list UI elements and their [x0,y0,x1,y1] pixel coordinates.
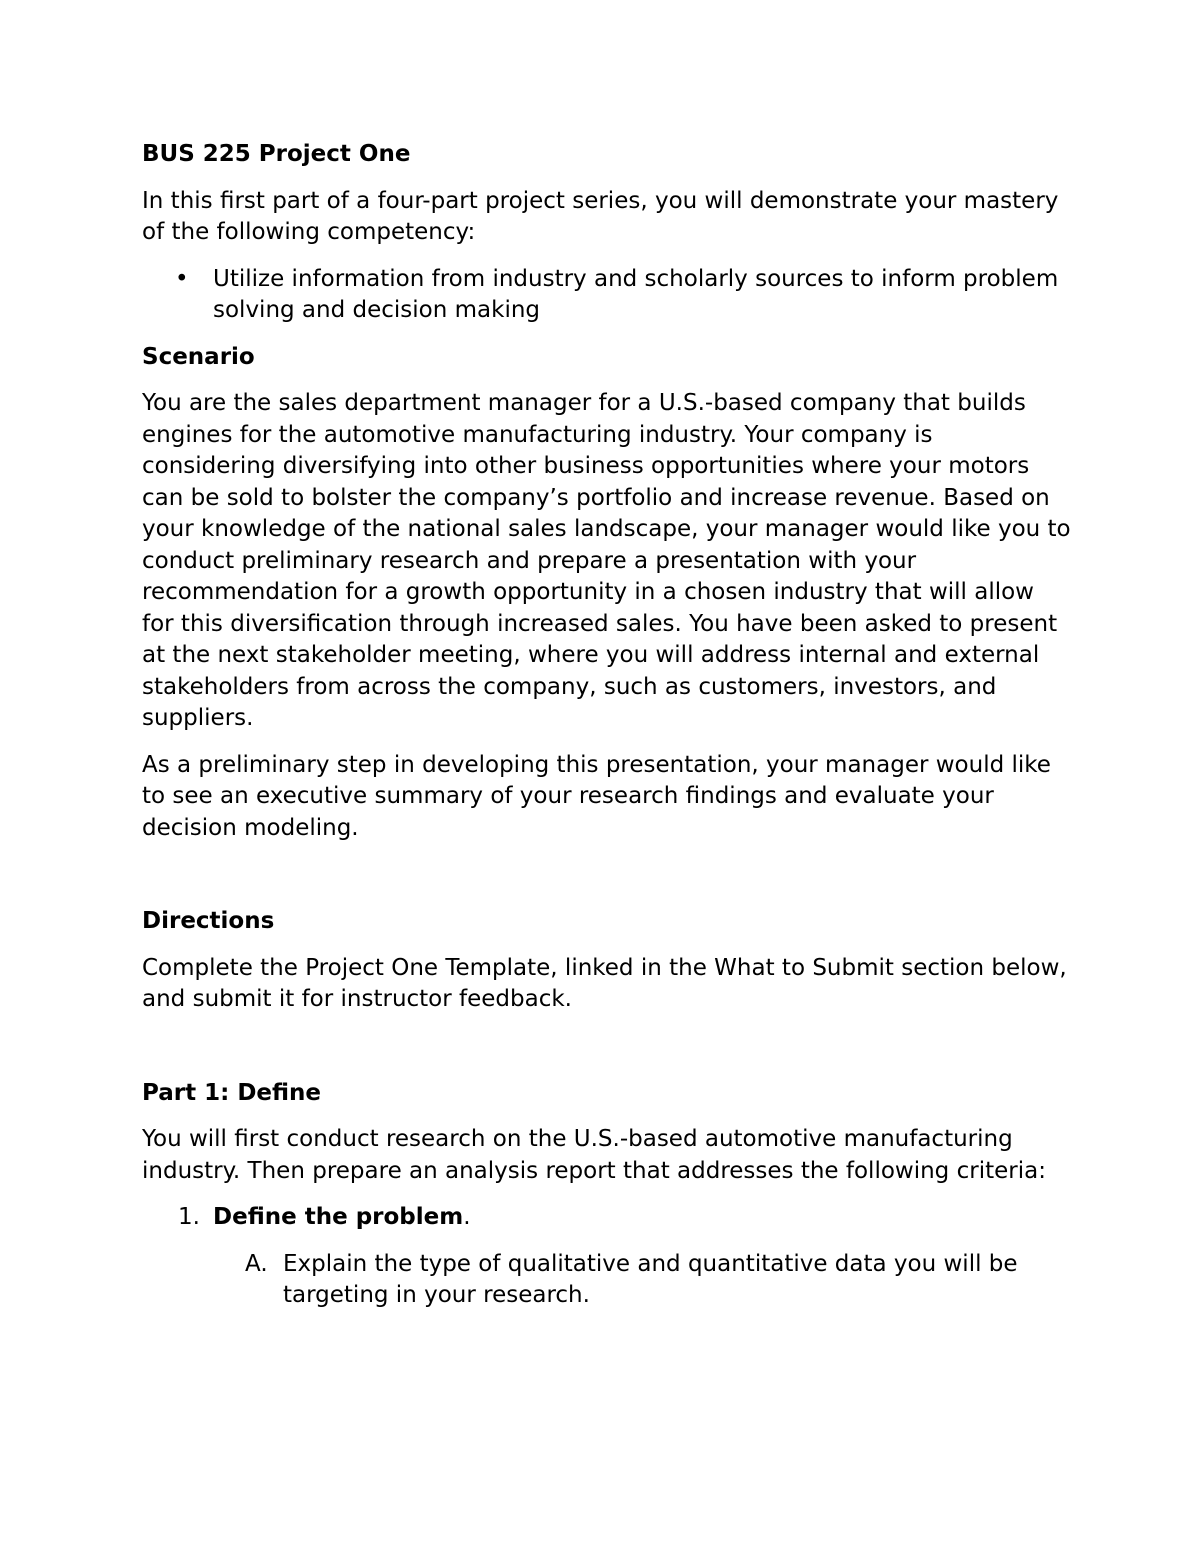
part1-heading: Part 1: Define [142,1079,322,1106]
directions-paragraph: Complete the Project One Template, linked in the What to Submit section below, and submit it for instructor feedback. [142,954,1067,1012]
directions-heading: Directions [142,908,275,934]
competency-list-item [142,264,1072,327]
scenario-heading: Scenario [142,343,255,370]
document-title: BUS 225 Project One [142,141,411,167]
lettered-list-item [142,1249,1072,1312]
list-letter: A. [245,1250,268,1277]
criterion-title: Define the problem [213,1204,464,1230]
list-number: 1. [178,1204,200,1230]
document-content [142,139,1072,1327]
competency-text: Utilize information from industry and scholarly sources to inform problem solving and decision making [213,265,1059,323]
part1-paragraph: You will first conduct research on the U.S.-based automotive manufacturing industry. Then prepare an analysis report that addresses the following criteria: [142,1126,1046,1184]
criterion-subitem-text: Explain the type of qualitative and quantitative data you will be targeting in your research. [283,1250,1018,1308]
intro-paragraph: In this first part of a four-part project series, you will demonstrate your mastery of the following competency: [142,187,1059,245]
bullet-icon: • [175,265,189,292]
scenario-paragraph-2: As a preliminary step in developing this presentation, your manager would like to see an executive summary of your research findings and evaluate your decision modeling. [142,751,1051,841]
section-spacer [142,859,1072,906]
section-spacer [142,1031,1072,1078]
scenario-paragraph-1: You are the sales department manager for a U.S.-based company that builds engines for the automotive manufacturing industry. Your company is considering diversifying into other business opportunities where your motors can be sold to bolster the company’s portfolio and increase revenue. Based on your knowledge of the national sales landscape, your manager would like you to conduct preliminary research and prepare a presentation with your recommendation for a growth opportunity in a chosen industry that will allow for this diversification through increased sales. You have been asked to present at the next stakeholder meeting, where you will address internal and external stakeholders from across the company, such as customers, investors, and suppliers. [142,390,1071,731]
criterion-period: . [463,1204,471,1230]
numbered-list-item [142,1202,1072,1234]
